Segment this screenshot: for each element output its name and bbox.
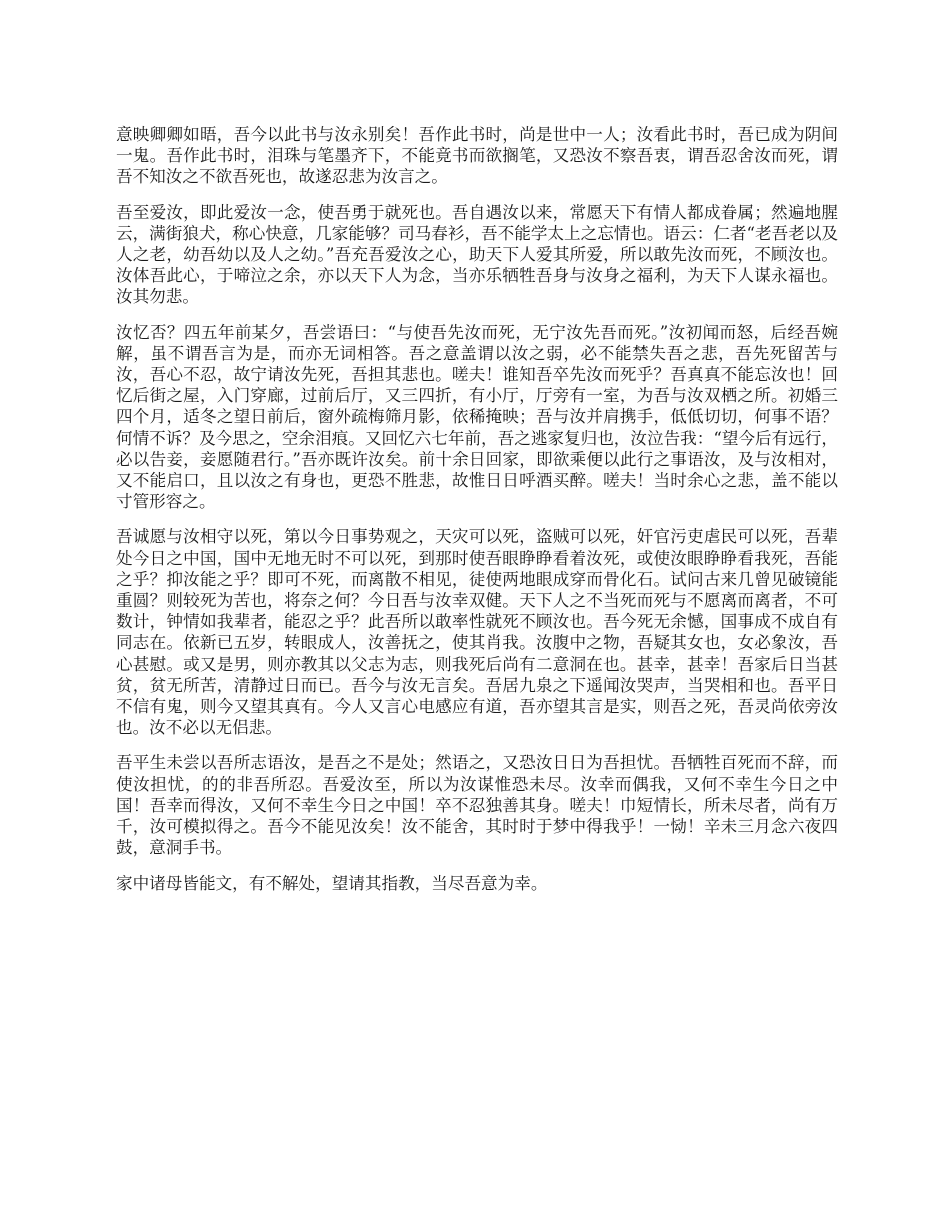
paragraph-3: 汝忆否？四五年前某夕，吾尝语曰：“与使吾先汝而死，无宁汝先吾而死。”汝初闻而怒，后经吾婉解，虽不谓吾言为是，而亦无词相答。吾之意盖谓以汝之弱，必不能禁失吾之悲，吾先死留苦与汝，吾心不忍，故宁请汝先死，吾担其悲也。嗟夫！谁知吾卒先汝而死乎？吾真真不能忘汝也！回忆后街之屋，入门穿廊，过前后厅，又三四折，有小厅，厅旁有一室，为吾与汝双栖之所。初婚三四个月，适冬之望日前后，窗外疏梅筛月影，依稀掩映；吾与汝并肩携手，低低切切，何事不语？何情不诉？及今思之，空余泪痕。又回忆六七年前，吾之逃家复归也，汝泣告我：“望今后有远行，必以告妾，妾愿随君行。”吾亦既许汝矣。前十余日回家，即欲乘便以此行之事语汝，及与汝相对，又不能启口，且以汝之有身也，更恐不胜悲，故惟日日呼酒买醉。嗟夫！当时余心之悲，盖不能以寸管形容之。: [116, 322, 839, 512]
paragraph-4: 吾诚愿与汝相守以死，第以今日事势观之，天灾可以死，盗贼可以死，奸官污吏虐民可以死，吾辈处今日之中国，国中无地无时不可以死，到那时使吾眼睁睁看着汝死，或使汝眼睁睁看我死，吾能之乎？抑汝能之乎？即可不死，而离散不相见，徒使两地眼成穿而骨化石。试问古来几曾见破镜能重圆？则较死为苦也，将奈之何？今日吾与汝幸双健。天下人之不当死而死与不愿离而离者，不可数计，钟情如我辈者，能忍之乎？此吾所以敢率性就死不顾汝也。吾今死无余憾，国事成不成自有同志在。依新已五岁，转眼成人，汝善抚之，使其肖我。汝腹中之物，吾疑其女也，女必象汝，吾心甚慰。或又是男，则亦教其以父志为志，则我死后尚有二意洞在也。甚幸，甚幸！吾家后日当甚贫，贫无所苦，清静过日而已。吾今与汝无言矣。吾居九泉之下遥闻汝哭声，当哭相和也。吾平日不信有鬼，则今又望其真有。今人又言心电感应有道，吾亦望其言是实，则吾之死，吾灵尚依旁汝也。汝不必以无侣悲。: [116, 527, 838, 738]
paragraph-2: 吾至爱汝，即此爱汝一念，使吾勇于就死也。吾自遇汝以来，常愿天下有情人都成眷属；然遍地腥云，满街狼犬，称心快意，几家能够？司马春衫，吾不能学太上之忘情也。语云：仁者“老吾老以及人之老，幼吾幼以及人之幼。”吾充吾爱汝之心，助天下人爱其所爱，所以敢先汝而死，不顾汝也。汝体吾此心，于啼泣之余，亦以天下人为念，当亦乐牺牲吾身与汝身之福利，为天下人谋永福也。汝其勿悲。: [116, 202, 839, 307]
paragraph-5: 吾平生未尝以吾所志语汝，是吾之不是处；然语之，又恐汝日日为吾担忧。吾牺牲百死而不辞，而使汝担忧，的的非吾所忍。吾爱汝至，所以为汝谋惟恐未尽。汝幸而偶我，又何不幸生今日之中国！吾幸而得汝，又何不幸生今日之中国！卒不忍独善其身。嗟夫！巾短情长，所未尽者，尚有万千，汝可模拟得之。吾今不能见汝矣！汝不能舍，其时时于梦中得我乎！一恸！辛未三月念六夜四鼓，意洞手书。: [116, 753, 838, 858]
letter-document: [116, 124, 838, 908]
paragraph-1: 意映卿卿如晤，吾今以此书与汝永别矣！吾作此书时，尚是世中一人；汝看此书时，吾已成为阴间一鬼。吾作此书时，泪珠与笔墨齐下，不能竟书而欲搁笔，又恐汝不察吾衷，谓吾忍舍汝而死，谓吾不知汝之不欲吾死也，故遂忍悲为汝言之。: [116, 125, 838, 187]
paragraph-6: 家中诸母皆能文，有不解处，望请其指教，当尽吾意为幸。: [116, 873, 548, 893]
